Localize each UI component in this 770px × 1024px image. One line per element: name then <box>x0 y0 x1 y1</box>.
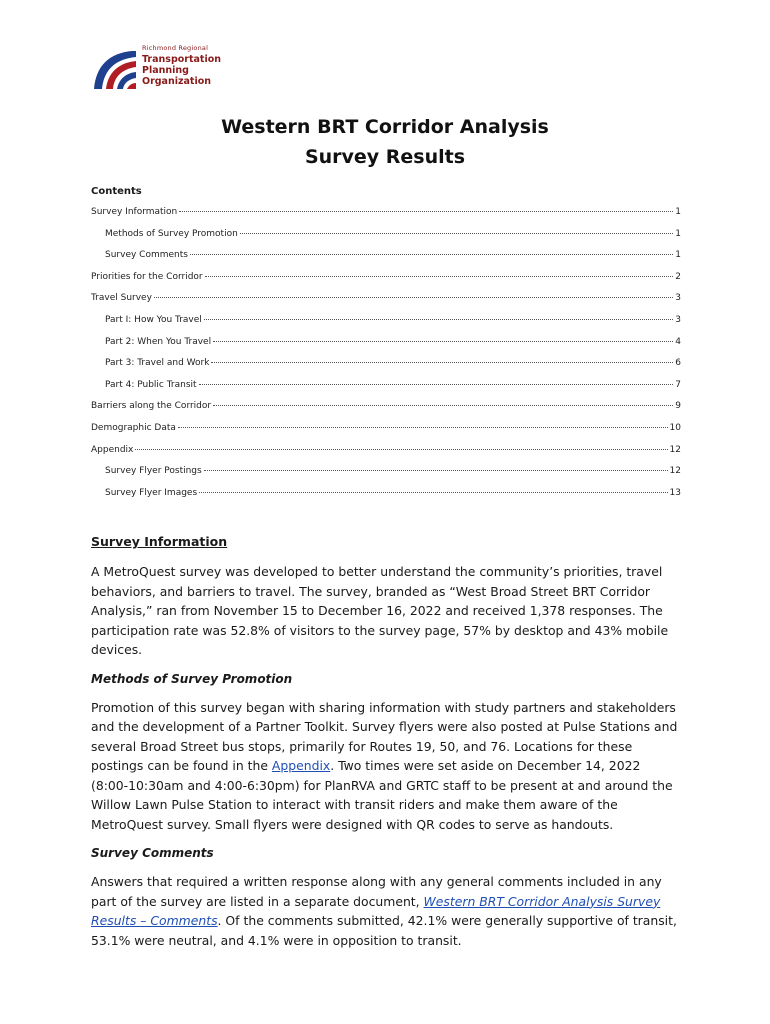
toc-entry-label: Part 4: Public Transit <box>105 379 197 390</box>
logo-line-1: Richmond Regional <box>142 44 209 52</box>
rrtpo-logo <box>92 45 232 91</box>
toc-page-number: 1 <box>675 207 681 217</box>
toc-entry-label: Appendix <box>91 444 134 455</box>
survey-information-heading: Survey Information <box>91 534 228 549</box>
toc-entry-travel-survey[interactable] <box>91 293 681 315</box>
toc-entry-survey-flyer-images[interactable] <box>91 488 681 510</box>
toc-entry-label: Survey Flyer Postings <box>105 466 202 477</box>
toc-entry-label: Barriers along the Corridor <box>91 401 212 412</box>
toc-entry-part-4[interactable] <box>91 380 681 402</box>
toc-page-number: 1 <box>675 228 681 239</box>
toc-entry-part-3[interactable] <box>91 358 681 380</box>
toc-entry-label: Part 2: When You Travel <box>105 336 212 347</box>
toc-entry-survey-flyer-postings[interactable] <box>91 466 681 488</box>
appendix-link[interactable]: Appendix <box>271 758 331 773</box>
toc-leader <box>178 427 668 428</box>
toc-entry-part-2[interactable] <box>91 337 681 359</box>
toc-page-number: 3 <box>675 314 681 325</box>
title-line-1: Western BRT Corridor Analysis <box>221 116 549 138</box>
toc-entry-label: Survey Flyer Images <box>105 487 198 498</box>
comments-paragraph <box>91 872 681 950</box>
toc-entry-label: Travel Survey <box>91 293 152 304</box>
comments-text-2: . Of the comments submitted, 42.1% were generally supportive of transit, 53.1% were neutral, and 4.1% were in opposition to transit. <box>91 913 677 948</box>
toc-entry-part-1[interactable] <box>91 315 681 337</box>
comments-text-1: Answers that required a written response along with any general comments included in any part of the survey are listed in a separate document, <box>91 874 662 909</box>
toc-entry-barriers-along-the-corridor[interactable] <box>91 401 681 423</box>
toc-entry-appendix[interactable] <box>91 445 681 467</box>
methods-text-1: Promotion of this survey began with sharing information with study partners and stakeholders and the development of a Partner Toolkit. Survey flyers were also posted at Pulse Stations and several Broad Street bus stops, primarily for Routes 19, 50, and 76. Locations for these postings can be found in the <box>91 699 678 773</box>
logo-swoosh-icon <box>92 47 138 91</box>
comments-document-link[interactable]: Western BRT Corridor Analysis Survey Results – Comments <box>91 893 661 928</box>
toc-page-number: 13 <box>669 487 681 498</box>
toc-page-number: 3 <box>675 293 681 304</box>
toc-leader <box>199 384 674 385</box>
toc-page-number: 2 <box>675 271 681 282</box>
toc-leader <box>240 233 673 234</box>
toc-leader <box>190 254 673 255</box>
toc-leader <box>213 341 673 342</box>
toc-page-number: 10 <box>669 422 681 433</box>
methods-paragraph <box>91 698 681 835</box>
toc-entry-survey-information[interactable] <box>91 207 681 229</box>
toc-entry-label: Demographic Data <box>91 422 176 433</box>
toc-page-number: 9 <box>675 401 681 412</box>
toc-leader <box>179 211 673 212</box>
toc-entry-label: Priorities for the Corridor <box>91 271 203 282</box>
toc-leader <box>213 405 673 406</box>
document-title <box>0 112 770 172</box>
document-body <box>91 532 681 959</box>
toc-entry-survey-comments[interactable] <box>91 250 681 272</box>
toc-page-number: 7 <box>675 379 681 390</box>
toc-leader <box>211 362 673 363</box>
toc-page-number: 12 <box>669 444 681 455</box>
toc-entry-demographic-data[interactable] <box>91 423 681 445</box>
toc-heading: Contents <box>91 186 142 197</box>
toc-entry-label: Part I: How You Travel <box>105 314 202 325</box>
toc-entry-label: Part 3: Travel and Work <box>105 358 210 369</box>
toc-page-number: 4 <box>675 336 681 347</box>
comments-heading: Survey Comments <box>91 846 214 860</box>
toc-entry-methods-of-survey-promotion[interactable] <box>91 229 681 251</box>
logo-line-4: Organization <box>142 75 212 87</box>
toc-leader <box>204 470 668 471</box>
logo-line-2: Transportation <box>142 53 222 65</box>
toc-entry-label: Survey Comments <box>105 250 188 261</box>
title-line-2: Survey Results <box>304 146 466 168</box>
toc-page-number: 1 <box>675 250 681 261</box>
toc-page-number: 6 <box>675 358 681 369</box>
toc-leader <box>154 297 673 298</box>
methods-heading: Methods of Survey Promotion <box>91 671 293 686</box>
toc-leader <box>205 276 674 277</box>
toc-entry-label: Methods of Survey Promotion <box>105 228 238 239</box>
toc-leader <box>204 319 673 320</box>
methods-text-2: . Two times were set aside on December 14, 2022 (8:00-10:30am and 4:00-6:30pm) for PlanRVA and GRTC staff to be present at and around the Willow Lawn Pulse Station to interact with transit riders and make them aware of the MetroQuest survey. Small flyers were designed with QR codes to serve as handouts. <box>91 758 673 832</box>
toc-page-number: 12 <box>669 466 681 477</box>
toc-entry-priorities-for-the-corridor[interactable] <box>91 272 681 294</box>
toc-entry-label: Survey Information <box>91 207 178 217</box>
table-of-contents <box>91 207 681 509</box>
toc-leader <box>135 449 667 450</box>
toc-leader <box>199 492 667 493</box>
logo-line-3: Planning <box>142 64 189 76</box>
survey-information-paragraph: A MetroQuest survey was developed to better understand the community’s priorities, travel behaviors, and barriers to travel. The survey, branded as “West Broad Street BRT Corridor Analysis,” ran from November 15 to December 16, 2022 and received 1,378 responses. The participation rate was 52.8% of visitors to the survey page, 57% by desktop and 43% mobile devices. <box>91 564 669 657</box>
